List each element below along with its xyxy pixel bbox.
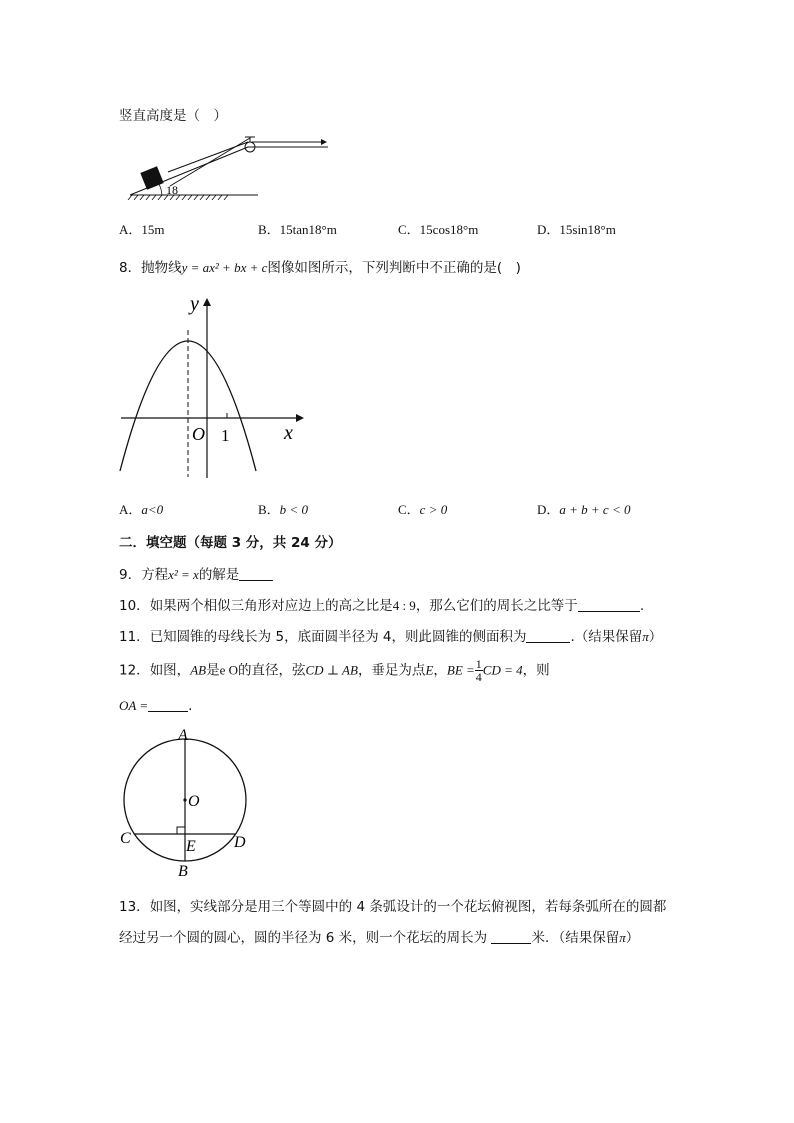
q10: 10．如果两个相似三角形对应边上的高之比是4 : 9，那么它们的周长之比等于 . — [119, 598, 645, 614]
q12-circle-diagram — [117, 724, 257, 880]
label-d: D — [234, 834, 246, 851]
label-b: B — [178, 863, 188, 880]
label-e: E — [186, 838, 196, 855]
q11: 11．已知圆锥的母线长为 5，底面圆半径为 4，则此圆锥的侧面积为 .（结果保留π） — [119, 629, 663, 645]
q7-option-b: B．15tan18°m — [258, 222, 337, 237]
q7-stem-tail: 竖直高度是（ ） — [119, 108, 227, 124]
q13-answer-blank — [491, 929, 531, 944]
q8-formula: y = ax² + bx + c — [181, 260, 268, 275]
y-axis-label: y — [190, 293, 199, 315]
x-axis-arrow-icon — [296, 414, 304, 422]
q8-stem: 8．抛物线y = ax² + bx + c图像如图所示，下列判断中不正确的是( ) — [119, 260, 521, 276]
q9-answer-blank — [239, 566, 273, 581]
q7-option-d: D．15sin18°m — [537, 222, 616, 237]
q12-fraction: $\frac{1}{4}$ — [475, 657, 482, 684]
q9: 9．方程x² = x的解是 — [119, 563, 273, 583]
q8-option-a: A．a<0 — [119, 502, 164, 517]
q12-line2: OA = . — [119, 698, 193, 714]
section2-title: 二．填空题（每题 3 分，共 24 分） — [119, 535, 342, 551]
q8-parabola-graph — [116, 292, 306, 482]
y-axis-arrow-icon — [203, 298, 211, 306]
angle-label: 18 — [166, 183, 178, 197]
ground-hatching — [128, 195, 228, 200]
q13-line2: 经过另一个圆的圆心，圆的半径为 6 米，则一个花坛的周长为 米．（结果保留π） — [119, 930, 640, 946]
q12-line1: 12．如图，AB是e O的直径，弦CD ⊥ AB，垂足为点E，BE = $\frac{1}{4}$ CD = 4，则 — [119, 657, 550, 684]
q8-option-b: B．b < 0 — [258, 502, 308, 517]
pull-arrow-icon — [321, 139, 327, 145]
tick-label-1: 1 — [221, 426, 230, 445]
origin-label: O — [192, 424, 205, 444]
q7-option-c: C．15cos18°m — [398, 222, 479, 237]
q11-answer-blank — [526, 628, 570, 643]
q13-line1: 13．如图，实线部分是用三个等圆中的 4 条弧设计的一个花坛俯视图，若每条弧所在的圆都 — [119, 899, 667, 915]
q7-option-a: A．15m — [119, 222, 165, 237]
label-o: O — [188, 793, 200, 810]
q8-option-d: D．a + b + c < 0 — [537, 502, 631, 517]
x-axis-label: x — [284, 422, 293, 444]
q8-number: 8． — [119, 260, 142, 276]
right-angle-mark — [177, 827, 185, 834]
q10-answer-blank — [578, 597, 640, 612]
q12-answer-blank — [148, 697, 188, 712]
q7-slope-diagram — [118, 128, 338, 200]
q8-option-c: C．c > 0 — [398, 502, 448, 517]
label-a: A — [178, 727, 188, 744]
label-c: C — [120, 830, 131, 847]
center-point — [183, 798, 186, 801]
